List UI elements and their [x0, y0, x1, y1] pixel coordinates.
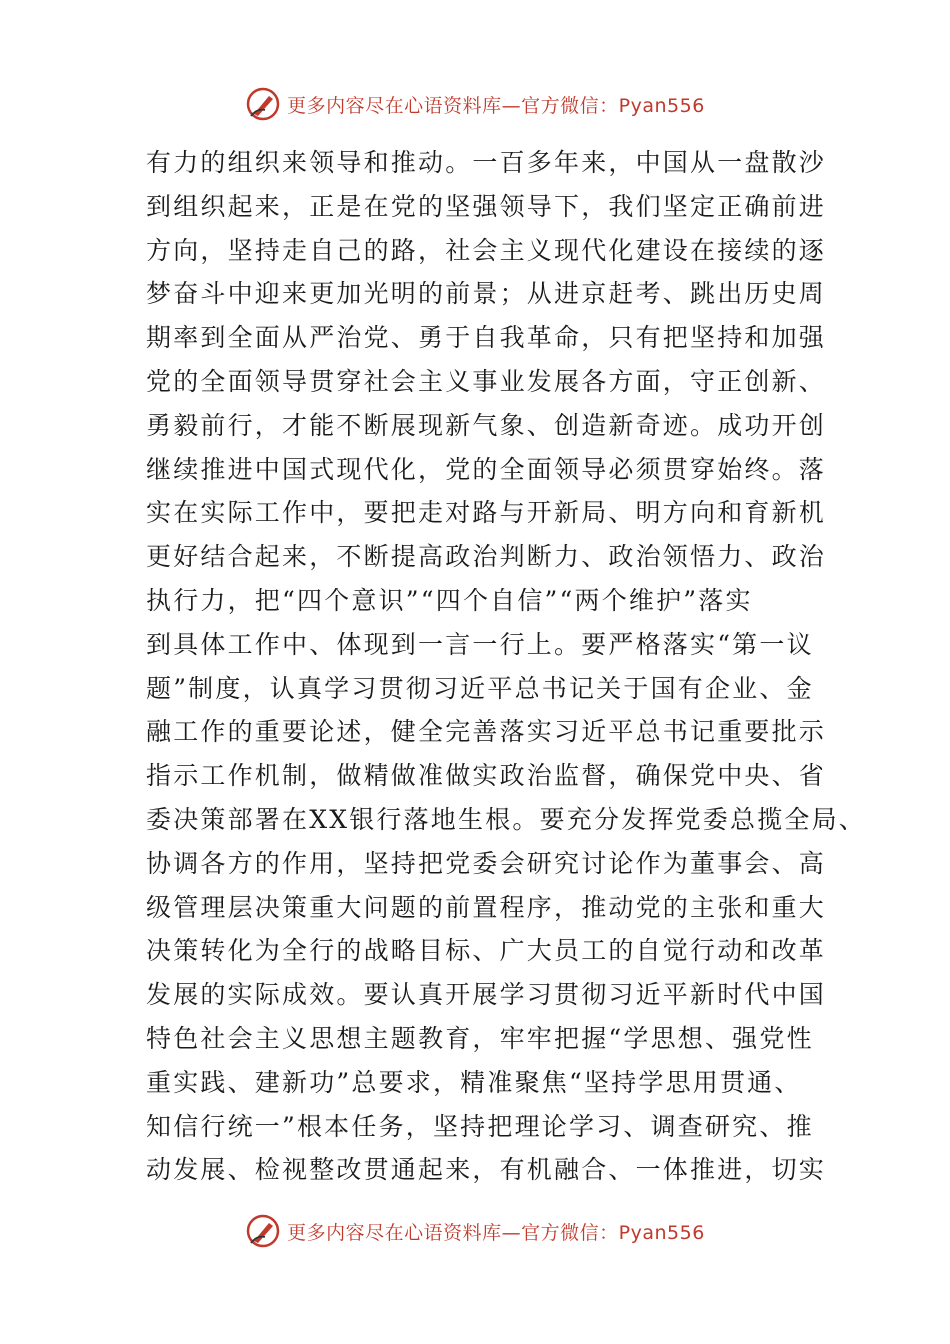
text-line: 委决策部署在XX银行落地生根。要充分发挥党委总揽全局、 — [146, 804, 866, 834]
header-banner-text: 更多内容尽在心语资料库—官方微信：Pyan556 — [287, 94, 705, 117]
text-line: 勇毅前行，才能不断展现新气象、创造新奇迹。成功开创 — [146, 410, 827, 440]
text-line: 有力的组织来领导和推动。一百多年来，中国从一盘散沙 — [146, 148, 827, 177]
text-line: 重实践、建新功”总要求，精准聚焦“坚持学思用贯通、 — [146, 1067, 802, 1097]
text-line: 到具体工作中、体现到一言一行上。要严格落实“第一议 — [146, 629, 814, 659]
text-line: 执行力，把“四个意识”“四个自信”“两个维护”落实 — [146, 585, 753, 615]
text-line: 动发展、检视整改贯通起来，有机融合、一体推进，切实 — [146, 1155, 827, 1185]
text-line: 到组织起来，正是在党的坚强领导下，我们坚定正确前进 — [146, 191, 827, 221]
text-line: 更好结合起来，不断提高政治判断力、政治领悟力、政治 — [146, 542, 827, 572]
text-line: 梦奋斗中迎来更加光明的前景；从进京赶考、跳出历史周 — [146, 279, 827, 309]
text-line: 题”制度，认真学习贯彻习近平总书记关于国有企业、金 — [146, 673, 814, 703]
footer-banner-text: 更多内容尽在心语资料库—官方微信：Pyan556 — [287, 1221, 705, 1244]
document-body — [146, 141, 866, 1192]
header-banner — [0, 84, 950, 124]
text-line: 实在实际工作中，要把走对路与开新局、明方向和育新机 — [146, 498, 827, 528]
text-line: 特色社会主义思想主题教育，牢牢把握“学思想、强党性 — [146, 1023, 814, 1053]
pen-nib-icon — [245, 1213, 281, 1249]
footer-banner — [0, 1211, 950, 1251]
text-line: 指示工作机制，做精做准做实政治监督，确保党中央、省 — [146, 761, 827, 791]
pen-nib-icon — [245, 86, 281, 122]
text-line: 方向，坚持走自己的路，社会主义现代化建设在接续的逐 — [146, 235, 827, 265]
text-line: 级管理层决策重大问题的前置程序，推动党的主张和重大 — [146, 892, 827, 922]
text-line: 发展的实际成效。要认真开展学习贯彻习近平新时代中国 — [146, 980, 827, 1010]
text-line: 融工作的重要论述，健全完善落实习近平总书记重要批示 — [146, 717, 827, 747]
text-line: 继续推进中国式现代化，党的全面领导必须贯穿始终。落 — [146, 454, 827, 484]
text-line: 期率到全面从严治党、勇于自我革命，只有把坚持和加强 — [146, 323, 827, 353]
text-line: 协调各方的作用，坚持把党委会研究讨论作为董事会、高 — [146, 848, 827, 878]
text-line: 党的全面领导贯穿社会主义事业发展各方面，守正创新、 — [146, 366, 827, 396]
text-line: 知信行统一”根本任务，坚持把理论学习、调查研究、推 — [146, 1111, 814, 1141]
text-line: 决策转化为全行的战略目标、广大员工的自觉行动和改革 — [146, 936, 827, 966]
